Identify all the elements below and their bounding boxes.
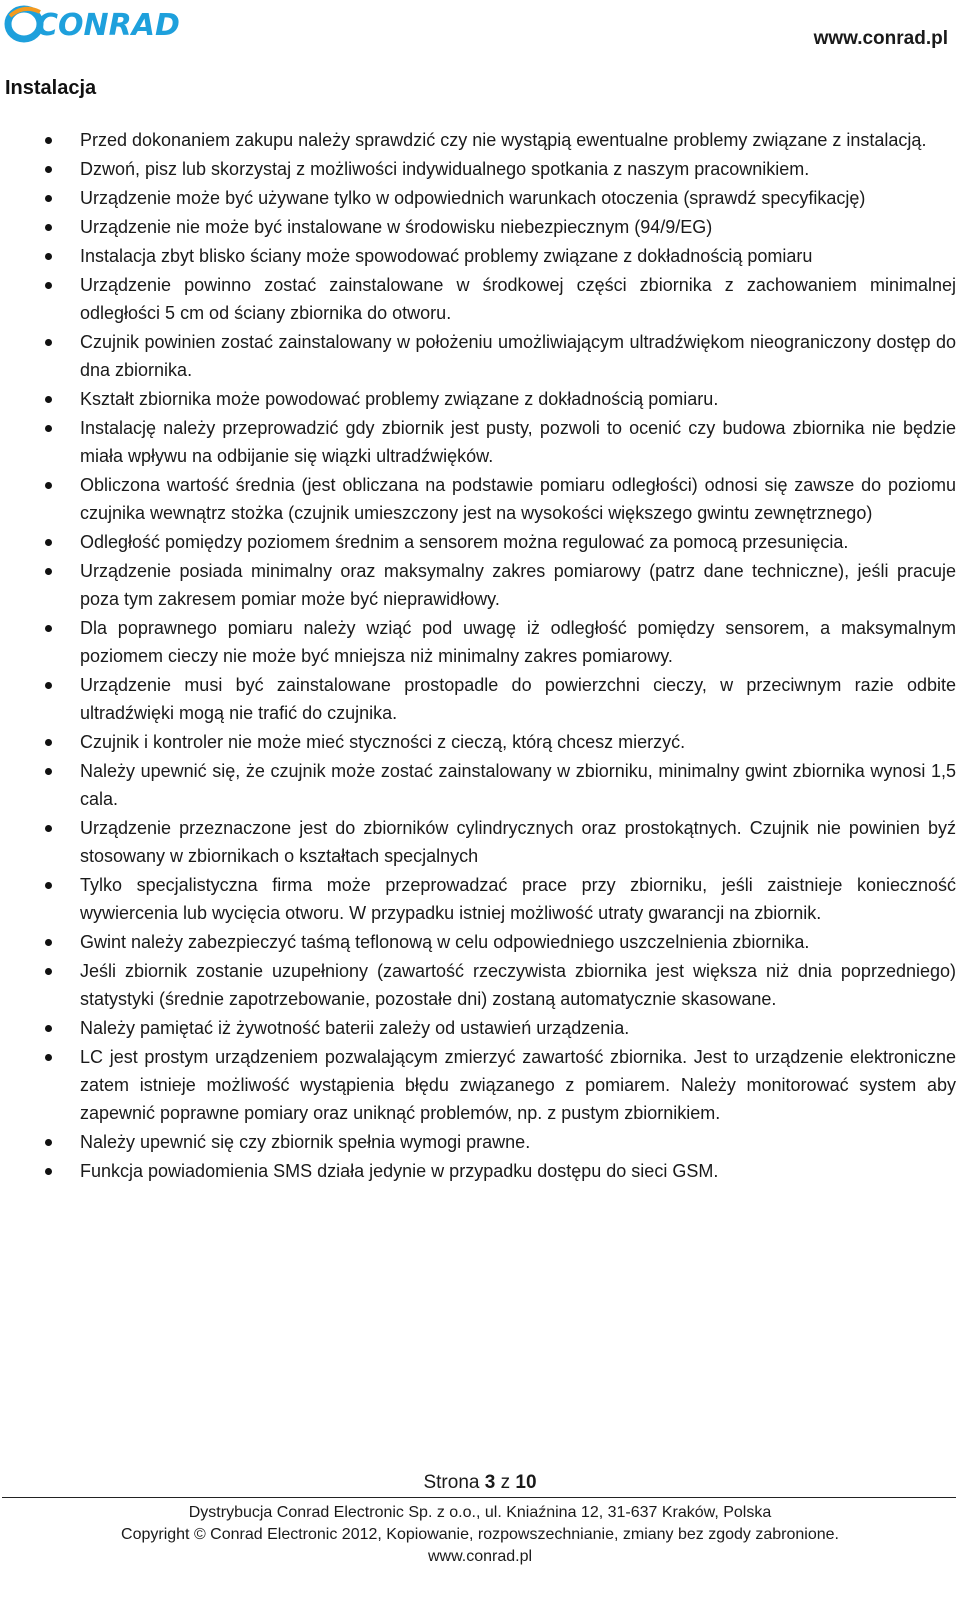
list-item [42, 1043, 956, 1127]
list-item [42, 957, 956, 1013]
bullet-icon [45, 1054, 52, 1061]
list-item [42, 871, 956, 927]
list-item-text: Dzwoń, pisz lub skorzystaj z możliwości indywidualnego spotkania z naszym pracownikiem. [80, 159, 810, 179]
list-item [42, 728, 956, 756]
conrad-logo [6, 2, 180, 43]
list-item-text: Urządzenie posiada minimalny oraz maksymalny zakres pomiarowy (patrz dane techniczne), jeśli pracuje poza tym zakresem pomiar może być nieprawidłowy. [80, 561, 956, 609]
bullet-icon [45, 137, 52, 144]
list-item-text: Funkcja powiadomienia SMS działa jedynie w przypadku dostępu do sieci GSM. [80, 1161, 719, 1181]
instructions-list [42, 126, 956, 1185]
list-item [42, 1014, 956, 1042]
list-item [42, 126, 956, 154]
list-item-text: Należy upewnić się, że czujnik może zostać zainstalowany w zbiorniku, minimalny gwint zbiornika wynosi 1,5 cala. [80, 761, 956, 809]
list-item-text: Urządzenie może być używane tylko w odpowiednich warunkach otoczenia (sprawdź specyfikację) [80, 188, 866, 208]
list-item [42, 814, 956, 870]
list-item [42, 155, 956, 183]
site-url[interactable]: www.conrad.pl [813, 28, 948, 49]
bullet-icon [45, 396, 52, 403]
list-item [42, 184, 956, 212]
list-item [42, 385, 956, 413]
list-item [42, 471, 956, 527]
list-item [42, 242, 956, 270]
page-current: 3 [484, 1472, 496, 1493]
page-number [0, 1472, 960, 1494]
list-item-text: Przed dokonaniem zakupu należy sprawdzić czy nie wystąpią ewentualne problemy związane z instalacją. [80, 130, 927, 150]
list-item [42, 928, 956, 956]
list-item-text: Urządzenie powinno zostać zainstalowane w środkowej części zbiornika z zachowaniem minimalnej odległości 5 cm od ściany zbiornika do otworu. [80, 275, 956, 323]
bullet-icon [45, 224, 52, 231]
bullet-icon [45, 825, 52, 832]
bullet-icon [45, 568, 52, 575]
bullet-icon [45, 882, 52, 889]
bullet-icon [45, 625, 52, 632]
bullet-icon [45, 1168, 52, 1175]
bullet-icon [45, 939, 52, 946]
list-item-text: Instalację należy przeprowadzić gdy zbiornik jest pusty, pozwoli to ocenić czy budowa zbiornika nie będzie miała wpływu na odbijanie się wiązki ultradźwięków. [80, 418, 956, 466]
bullet-icon [45, 768, 52, 775]
footer-distribution: Dystrybucja Conrad Electronic Sp. z o.o., ul. Kniaźnina 12, 31-637 Kraków, Polska [188, 1504, 772, 1521]
list-item-text: Obliczona wartość średnia (jest obliczana na podstawie pomiaru odległości) odnosi się zawsze do poziomu czujnika wewnątrz stożka (czujnik umieszczony jest na wysokości większego gwintu zewnętrznego) [80, 475, 956, 523]
list-item-text: Urządzenie nie może być instalowane w środowisku niebezpiecznym (94/9/EG) [80, 217, 713, 237]
list-item [42, 1157, 956, 1185]
list-item [42, 528, 956, 556]
list-item-text: Instalacja zbyt blisko ściany może spowodować problemy związane z dokładnością pomiaru [80, 246, 813, 266]
list-item-text: Odległość pomiędzy poziomem średnim a sensorem można regulować za pomocą przesunięcia. [80, 532, 849, 552]
bullet-icon [45, 482, 52, 489]
list-item-text: Gwint należy zabezpieczyć taśmą teflonową w celu odpowiedniego uszczelnienia zbiornika. [80, 932, 810, 952]
list-item-text: Urządzenie musi być zainstalowane prostopadle do powierzchni cieczy, w przeciwnym razie odbite ultradźwięki mogą nie trafić do czujnika. [80, 675, 956, 723]
bullet-icon [45, 339, 52, 346]
list-item [42, 557, 956, 613]
list-item [42, 757, 956, 813]
list-item-text: Jeśli zbiornik zostanie uzupełniony (zawartość rzeczywista zbiornika jest większa niż dnia poprzedniego) statystyki (średnie zapotrzebowanie, pozostałe dni) zostaną automatycznie skasowane. [80, 961, 956, 1009]
bullet-icon [45, 739, 52, 746]
list-item-text: Tylko specjalistyczna firma może przeprowadzać prace przy zbiorniku, jeśli zaistnieje konieczność wywiercenia lub wycięcia otworu. W przypadku istniej możliwość utraty gwarancji na zbiornik. [80, 875, 956, 923]
list-item-text: LC jest prostym urządzeniem pozwalającym zmierzyć zawartość zbiornika. Jest to urządzenie elektroniczne zatem istnieje możliwość wystąpienia błędu związanego z pomiarem. Należy monitorować system aby zapewnić poprawne pomiary oraz uniknąć problemów, np. z pustym zbiornikiem. [80, 1047, 956, 1123]
bullet-icon [45, 253, 52, 260]
bullet-icon [45, 968, 52, 975]
list-item [42, 671, 956, 727]
list-item [42, 414, 956, 470]
bullet-icon [45, 282, 52, 289]
list-item [42, 1128, 956, 1156]
footer-url[interactable]: www.conrad.pl [427, 1548, 533, 1565]
list-item-text: Czujnik powinien zostać zainstalowany w położeniu umożliwiającym ultradźwiękom nieograniczony dostęp do dna zbiornika. [80, 332, 956, 380]
list-item-text: Należy upewnić się czy zbiornik spełnia wymogi prawne. [80, 1132, 531, 1152]
list-item-text: Dla poprawnego pomiaru należy wziąć pod uwagę iż odległość pomiędzy sensorem, a maksymalnym poziomem cieczy nie może być mniejsza niż minimalny zakres pomiarowy. [80, 618, 956, 666]
list-item [42, 328, 956, 384]
bullet-icon [45, 166, 52, 173]
footer-copyright: Copyright © Conrad Electronic 2012, Kopiowanie, rozpowszechnianie, zmiany bez zgody zabronione. [121, 1526, 839, 1543]
list-item [42, 213, 956, 241]
bullet-icon [45, 425, 52, 432]
list-item [42, 271, 956, 327]
list-item-text: Urządzenie przeznaczone jest do zbiorników cylindrycznych oraz prostokątnych. Czujnik nie powinien byź stosowany w zbiornikach o kształtach specjalnych [80, 818, 956, 866]
page-total: 10 [515, 1472, 537, 1493]
list-item [42, 614, 956, 670]
section-heading: Instalacja [5, 77, 97, 99]
list-item-text: Należy pamiętać iż żywotność baterii zależy od ustawień urządzenia. [80, 1018, 630, 1038]
page-prefix: Strona [423, 1472, 485, 1493]
bullet-icon [45, 1139, 52, 1146]
bullet-icon [45, 682, 52, 689]
logo-text: CONRAD [36, 8, 180, 43]
bullet-icon [45, 1025, 52, 1032]
bullet-icon [45, 539, 52, 546]
list-item-text: Kształt zbiornika może powodować problemy związane z dokładnością pomiaru. [80, 389, 719, 409]
footer-divider [2, 1497, 956, 1498]
bullet-icon [45, 195, 52, 202]
page-separator: z [495, 1472, 516, 1493]
list-item-text: Czujnik i kontroler nie może mieć styczności z cieczą, którą chcesz mierzyć. [80, 732, 686, 752]
instructions-content [42, 126, 956, 1186]
